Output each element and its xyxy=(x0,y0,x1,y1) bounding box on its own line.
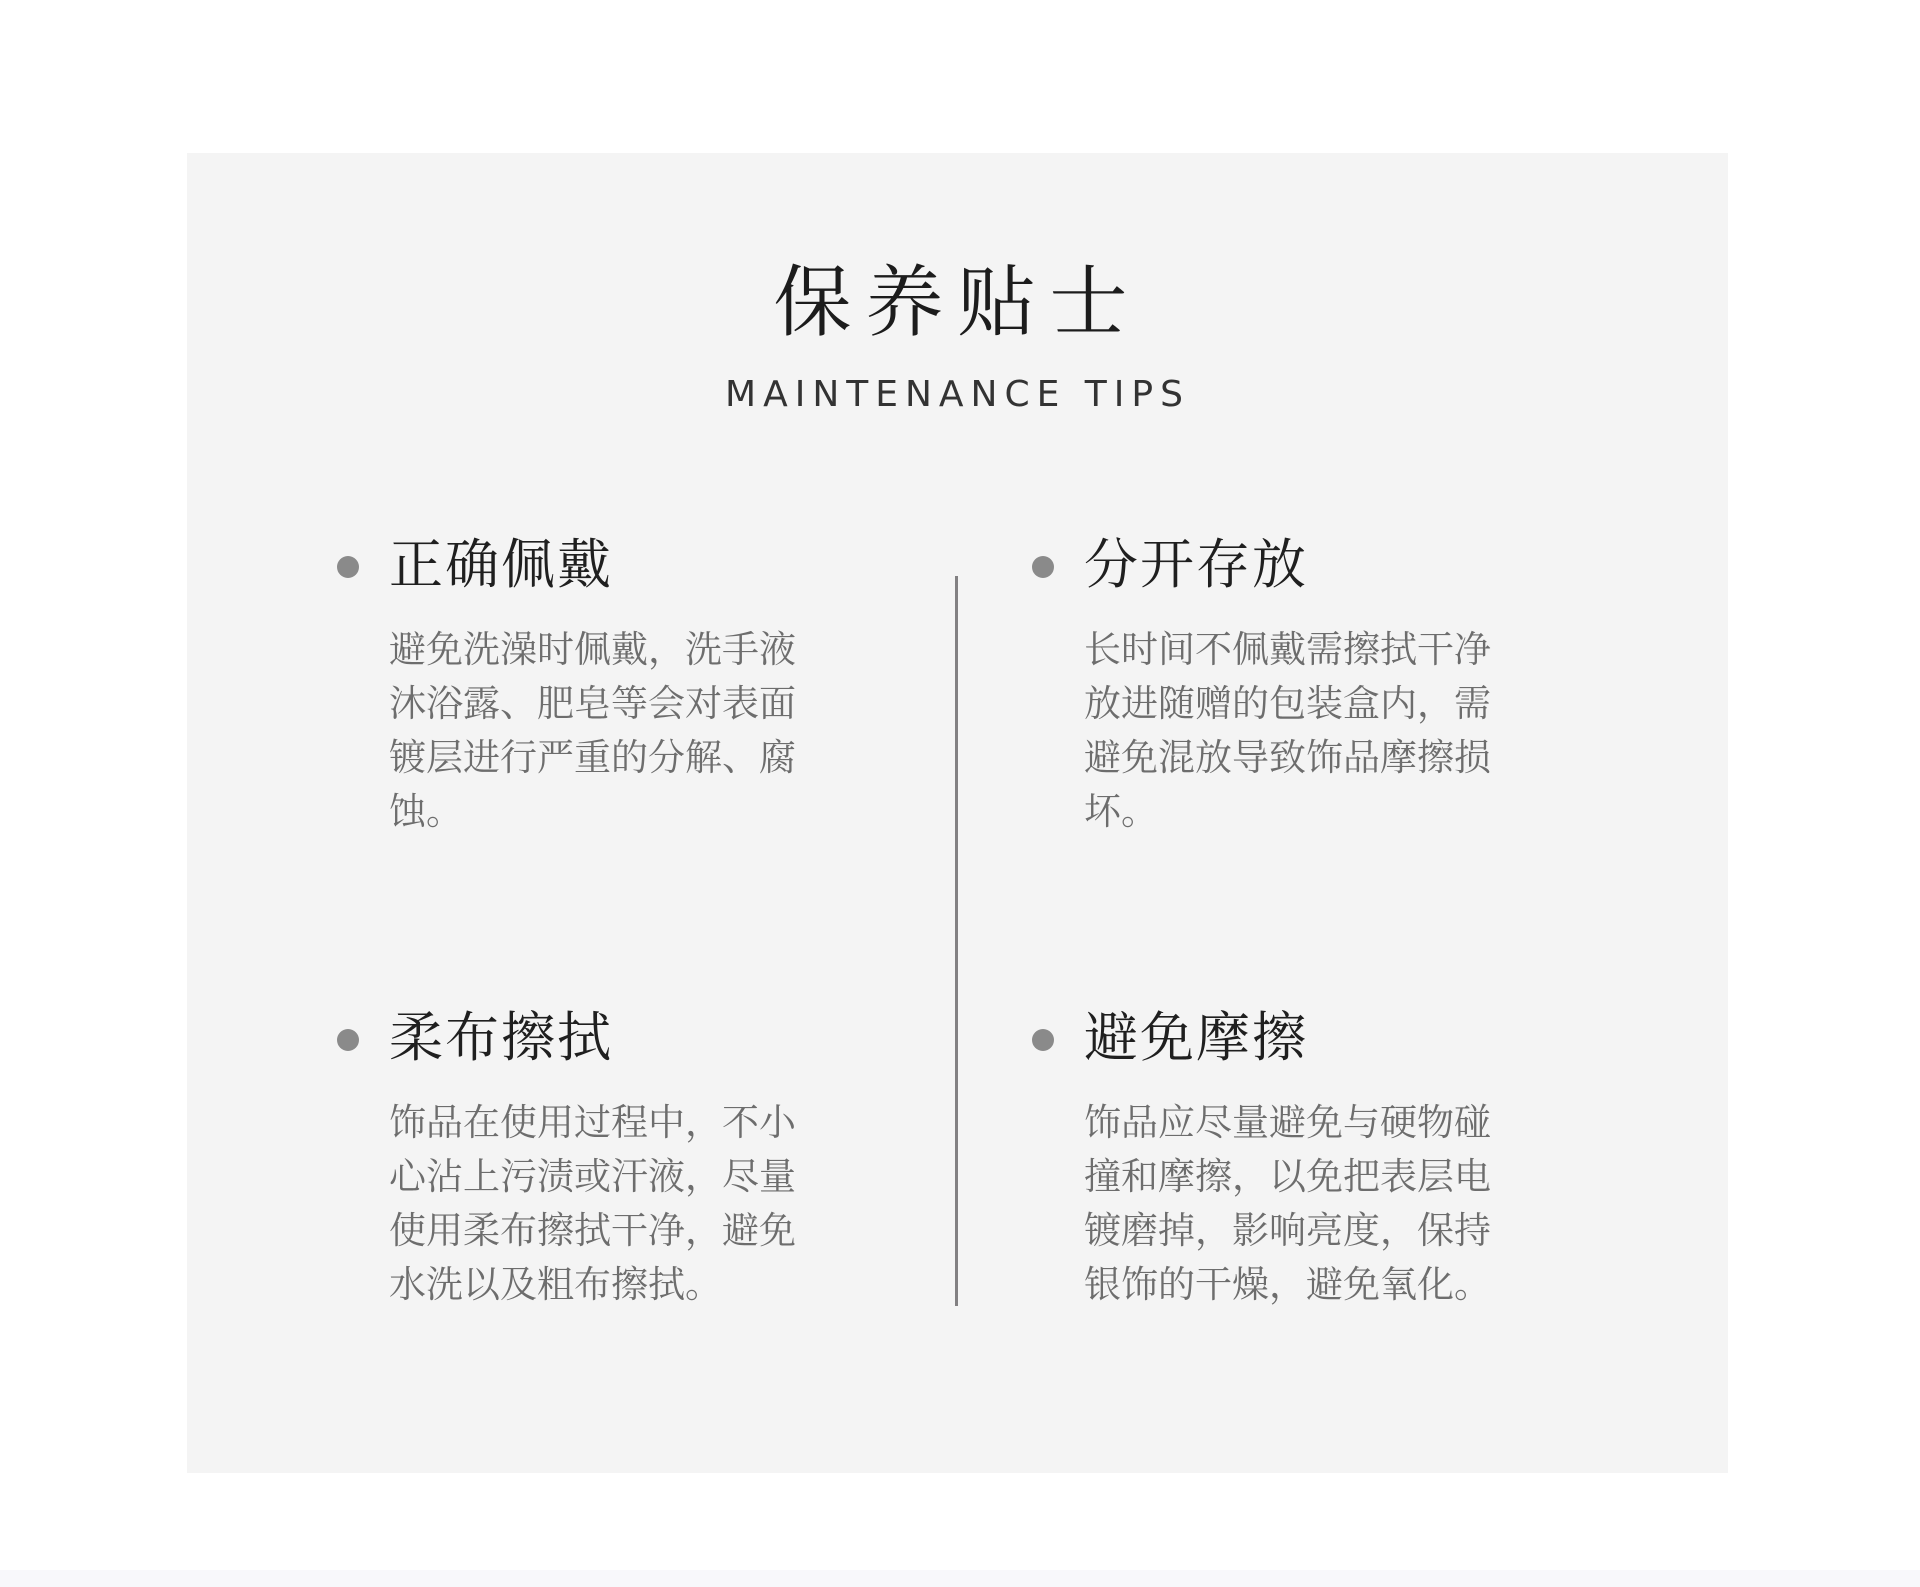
bullet-icon xyxy=(1032,556,1054,578)
bullet-icon xyxy=(337,1029,359,1051)
page-title: 保养贴士 xyxy=(773,258,1142,348)
bottom-strip xyxy=(0,1570,1920,1587)
tip-title: 分开存放 xyxy=(1084,533,1308,596)
maintenance-card xyxy=(187,153,1728,1473)
bullet-icon xyxy=(1032,1029,1054,1051)
bullet-icon xyxy=(337,556,359,578)
page-subtitle: MAINTENANCE TIPS xyxy=(725,374,1190,415)
tip-title: 避免摩擦 xyxy=(1084,1006,1308,1069)
tip-title: 正确佩戴 xyxy=(389,533,613,596)
tip-title: 柔布擦拭 xyxy=(389,1006,613,1069)
tip-body: 避免洗澡时佩戴，洗手液沐浴露、肥皂等会对表面镀层进行严重的分解、腐蚀。 xyxy=(389,628,796,833)
tip-body: 饰品应尽量避免与硬物碰撞和摩擦，以免把表层电镀磨掉，影响亮度，保持银饰的干燥，避免氧化。 xyxy=(1084,1101,1491,1306)
tip-body: 长时间不佩戴需擦拭干净放进随赠的包装盒内，需避免混放导致饰品摩擦损坏。 xyxy=(1084,628,1491,833)
vertical-divider xyxy=(955,576,958,1306)
tip-body: 饰品在使用过程中，不小心沾上污渍或汗液，尽量使用柔布擦拭干净，避免水洗以及粗布擦拭。 xyxy=(389,1101,796,1306)
